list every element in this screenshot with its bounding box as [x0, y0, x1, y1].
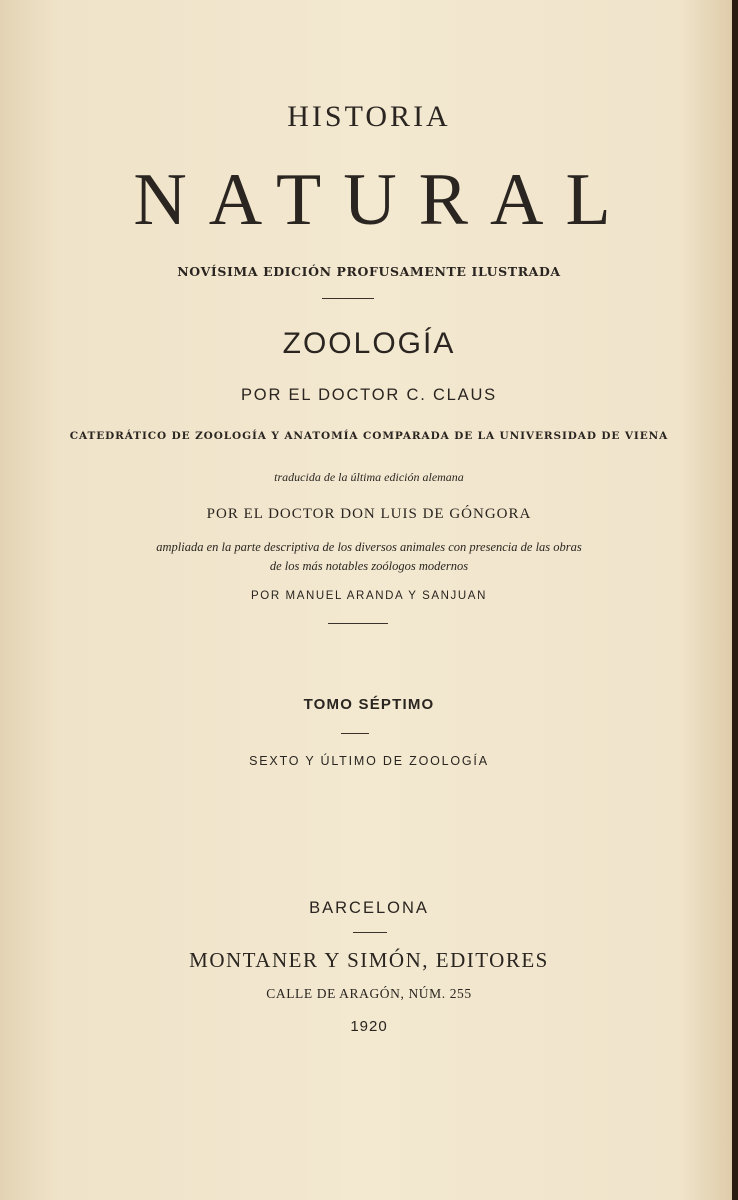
expanded-note-line-2: de los más notables zoólogos modernos [269, 559, 469, 573]
author-affiliation: CATEDRÁTICO DE ZOOLOGÍA Y ANATOMÍA COMPARADA DE LA UNIVERSIDAD DE VIENA [69, 430, 669, 442]
section-title: ZOOLOGÍA [282, 327, 456, 360]
title-line-historia: HISTORIA [287, 100, 451, 133]
divider-rule [322, 298, 374, 299]
divider-rule [328, 623, 388, 624]
title-line-natural: NATURAL [133, 159, 633, 241]
author-line: POR EL DOCTOR C. CLAUS [241, 386, 497, 404]
divider-rule [353, 932, 387, 933]
edition-subtitle: NOVÍSIMA EDICIÓN PROFUSAMENTE ILUSTRADA [177, 264, 561, 279]
translator-line: POR EL DOCTOR DON LUIS DE GÓNGORA [206, 506, 532, 522]
publication-city: BARCELONA [309, 899, 429, 917]
volume-note: SEXTO Y ÚLTIMO DE ZOOLOGÍA [249, 754, 489, 768]
volume-title: TOMO SÉPTIMO [303, 696, 435, 713]
translation-note: traducida de la última edición alemana [274, 470, 464, 484]
divider-rule [341, 733, 369, 734]
publisher-name: MONTANER Y SIMÓN, EDITORES [189, 948, 549, 972]
publisher-address: CALLE DE ARAGÓN, NÚM. 255 [266, 986, 472, 1001]
contributor-line: POR MANUEL ARANDA Y SANJUAN [251, 590, 487, 602]
book-spine-edge [732, 0, 738, 1200]
expanded-note-line-1: ampliada en la parte descriptiva de los diversos animales con presencia de las obras [156, 540, 582, 554]
publication-year: 1920 [350, 1018, 388, 1035]
